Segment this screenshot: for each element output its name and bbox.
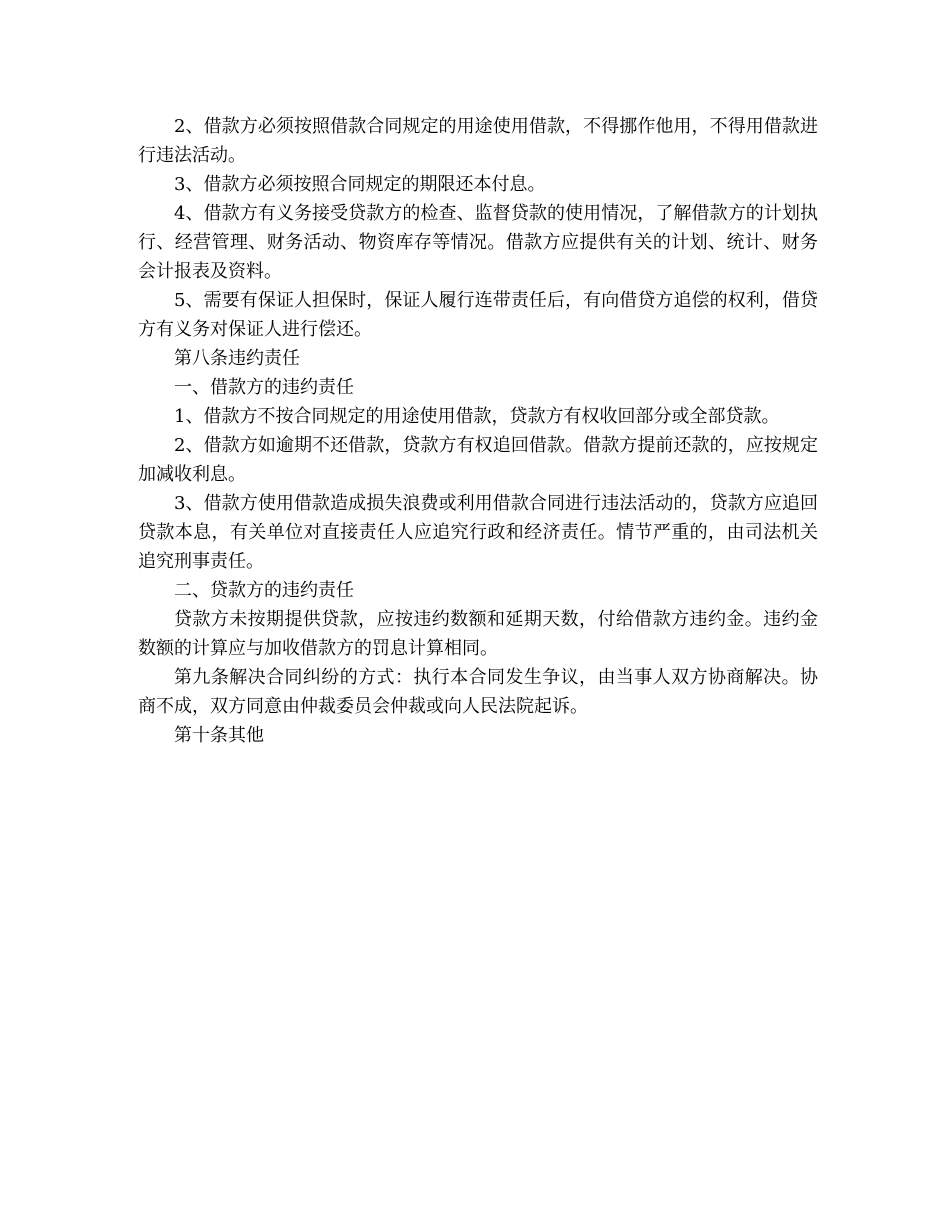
paragraph-obligation-2: 2、借款方必须按照借款合同规定的用途使用借款，不得挪作他用，不得用借款进行违法活动。 bbox=[138, 116, 818, 166]
paragraph-lender-liability: 贷款方未按期提供贷款，应按违约数额和延期天数，付给借款方违约金。违约金数额的计算应与加收借款方的罚息计算相同。 bbox=[138, 609, 818, 659]
article-10-heading: 第十条其他 bbox=[174, 725, 264, 746]
paragraph-obligation-4: 4、借款方有义务接受贷款方的检查、监督贷款的使用情况，了解借款方的计划执行、经营管理、财务活动、物资库存等情况。借款方应提供有关的计划、统计、财务会计报表及资料。 bbox=[138, 203, 818, 282]
section-lender-liability-heading: 二、贷款方的违约责任 bbox=[174, 580, 354, 601]
section-borrower-liability-heading: 一、借款方的违约责任 bbox=[174, 377, 354, 398]
article-8-heading: 第八条违约责任 bbox=[174, 348, 300, 369]
paragraph-borrower-liability-1: 1、借款方不按合同规定的用途使用借款，贷款方有权收回部分或全部贷款。 bbox=[174, 406, 780, 427]
document-body bbox=[138, 112, 818, 750]
paragraph-obligation-3: 3、借款方必须按照合同规定的期限还本付息。 bbox=[174, 174, 546, 195]
article-9-dispute-resolution: 第九条解决合同纠纷的方式：执行本合同发生争议，由当事人双方协商解决。协商不成，双方同意由仲裁委员会仲裁或向人民法院起诉。 bbox=[138, 667, 818, 717]
paragraph-obligation-5: 5、需要有保证人担保时，保证人履行连带责任后，有向借贷方追偿的权利，借贷方有义务对保证人进行偿还。 bbox=[138, 290, 818, 340]
paragraph-borrower-liability-2: 2、借款方如逾期不还借款，贷款方有权追回借款。借款方提前还款的，应按规定加减收利息。 bbox=[138, 435, 818, 485]
paragraph-borrower-liability-3: 3、借款方使用借款造成损失浪费或利用借款合同进行违法活动的，贷款方应追回贷款本息，有关单位对直接责任人应追究行政和经济责任。情节严重的，由司法机关追究刑事责任。 bbox=[138, 493, 818, 572]
